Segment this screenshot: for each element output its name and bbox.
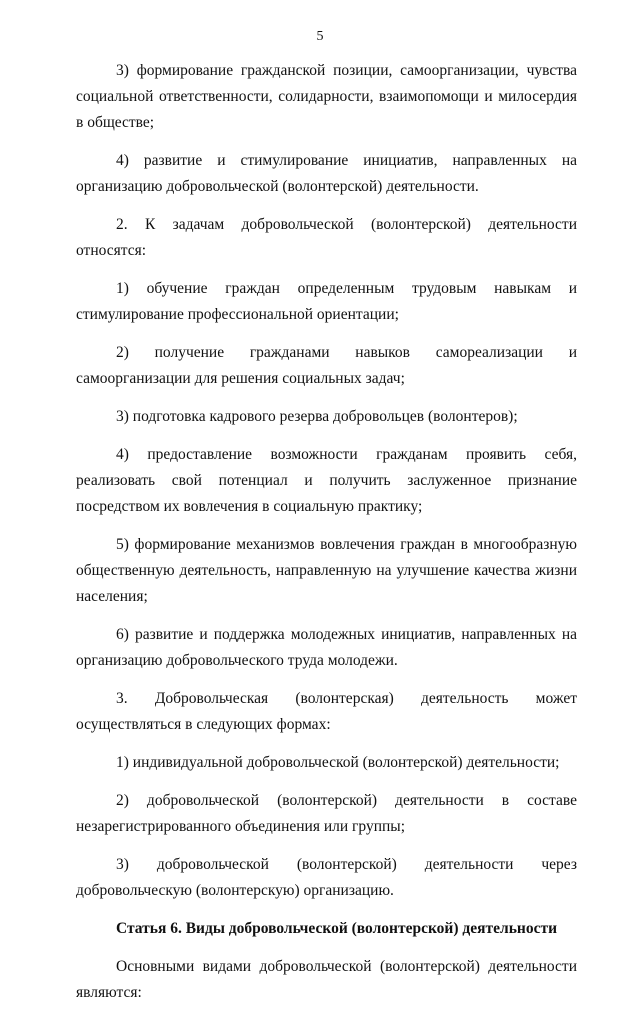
paragraph-task-5: 5) формирование механизмов вовлечения граждан в многообразную общественную деятельность, направленную на улучшение качества жизни населения; [76,536,577,605]
paragraph-form-3: 3) добровольческой (волонтерской) деятельности через добровольческую (волонтерскую) организацию. [76,856,577,899]
paragraph-form-1: 1) индивидуальной добровольческой (волонтерской) деятельности; [116,754,560,771]
paragraph-main-types-intro: Основными видами добровольческой (волонтерской) деятельности являются: [76,958,577,1001]
paragraph-item-3-civic-position: 3) формирование гражданской позиции, самоорганизации, чувства социальной ответственности, солидарности, взаимопомощи и милосердия в обществе; [76,62,577,131]
article-6-heading: Статья 6. Виды добровольческой (волонтерской) деятельности [116,920,558,937]
page-number: 5 [316,29,324,44]
paragraph-tasks-intro: 2. К задачам добровольческой (волонтерской) деятельности относятся: [76,216,577,259]
paragraph-forms-intro: 3. Добровольческая (волонтерская) деятельность может осуществляться в следующих формах: [76,690,577,733]
paragraph-task-4: 4) предоставление возможности гражданам проявить себя, реализовать свой потенциал и получить заслуженное признание посредством их вовлечения в социальную практику; [76,446,577,515]
paragraph-form-2: 2) добровольческой (волонтерской) деятельности в составе незарегистрированного объединения или группы; [76,792,577,835]
paragraph-task-6: 6) развитие и поддержка молодежных инициатив, направленных на организацию добровольческого труда молодежи. [76,626,577,669]
paragraph-task-1: 1) обучение граждан определенным трудовым навыкам и стимулирование профессиональной ориентации; [76,280,577,323]
paragraph-item-4-initiatives: 4) развитие и стимулирование инициатив, направленных на организацию добровольческой (волонтерской) деятельности. [76,152,577,195]
document-body [76,58,577,1018]
paragraph-task-2: 2) получение гражданами навыков самореализации и самоорганизации для решения социальных задач; [76,344,577,387]
paragraph-task-3: 3) подготовка кадрового резерва добровольцев (волонтеров); [116,408,518,425]
